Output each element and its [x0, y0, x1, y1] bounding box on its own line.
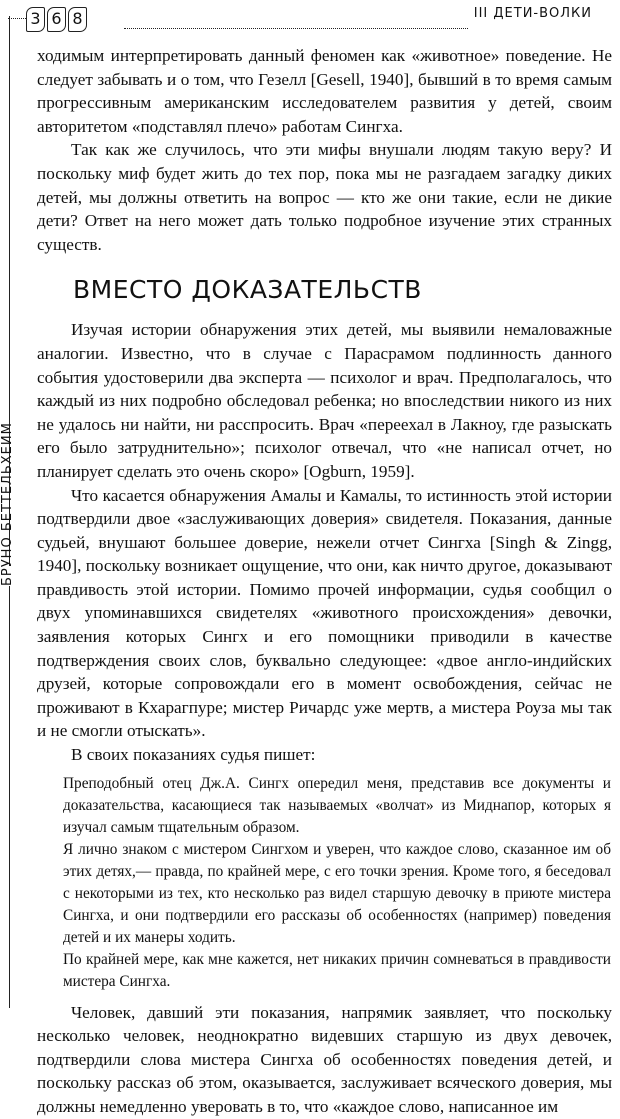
- quote-paragraph: По крайней мере, как мне кажется, нет никаких причин сомневаться в правдивости мистера Сингха.: [63, 950, 611, 990]
- quote-paragraph: Я лично знаком с мистером Сингхом и уверен, что каждое слово, сказанное им об этих детях,— правда, по крайней мере, с его точки зрения. Кроме того, я беседовал с некоторыми из тех, кто несколько раз видел старшую девочку в приюте мистера Сингха, и они подтвердили его рассказы об особенностях (например) поведения детей и их манеры ходить.: [63, 840, 611, 946]
- page-number: [26, 7, 87, 32]
- page-number-digit: 8: [68, 7, 87, 32]
- page-header: [0, 0, 620, 40]
- side-author-label: БРУНО БЕТТЕЛЬХЕЙМ: [0, 422, 15, 586]
- paragraph: Что касается обнаружения Амалы и Камалы, то истинность этой истории подтвердили двое «заслуживающих доверия» свидетеля. Показания, данные судьей, внушают большее доверие, нежели отчет Сингха [Singh & Zingg, 1940], поскольку возникает ощущение, что они, как ничто другое, доказывают правдивость этой истории. Помимо прочей информации, судья сообщил о двух упоминавшихся свидетелях «животного происхождения» девочки, заявления которых Сингх и его помощники приводили в качестве подтверждения своих слов, буквально следующее: «двое англо-индийских друзей, которые сопровождали его в момент освобождения, сейчас не проживают в Кхарагпуре; мистер Ричардс уже мертв, а мистера Роуза мы так и не смогли отыскать».: [37, 485, 613, 741]
- page-number-digit: 3: [26, 7, 45, 32]
- page-body: [37, 44, 612, 1119]
- block-quote: [63, 773, 611, 993]
- quote-paragraph: Преподобный отец Дж.А. Сингх опередил меня, представив все документы и доказательства, касающиеся так называемых «волчат» из Миднапор, которых я изучал самым тщательным образом.: [63, 774, 611, 836]
- paragraph: Человек, давший эти показания, напрямик заявляет, что поскольку несколько человек, неоднократно видевших старшую из двух девочек, подтвердили слова мистера Сингха об особенностях поведения детей, и поскольку рассказ об этом, оказывается, заслуживает всяческого доверия, мы должны немедленно уверовать в то, что «каждое слово, написанное им: [37, 1002, 612, 1116]
- paragraph: Так как же случилось, что эти мифы внушали людям такую веру? И поскольку миф будет жить до тех пор, пока мы не разгадаем загадку диких детей, мы должны ответить на вопрос — кто же они такие, если не дикие дети? Ответ на него может дать только подробное изучение этих странных существ.: [37, 140, 612, 254]
- paragraph: ходимым интерпретировать данный феномен как «животное» поведение. Не следует забывать и о том, что Гезелл [Gesell, 1940], бывший в то время самым прогрессивным американским исследователем развития у детей, своим авторитетом «подставлял плечо» работам Сингха.: [37, 46, 612, 136]
- paragraph: Изучая истории обнаружения этих детей, мы выявили немаловажные аналогии. Известно, что в случае с Парасрамом подлинность данного события удостоверили два эксперта — психолог и врач. Предполагалось, что каждый из них подробно обследовал ребенка; но впоследствии никого из них не удалось ни найти, ни расспросить. Врач «переехал в Лакноу, где разыскать его было затруднительно»; психолог отвечал, что «не написал отчет, но планирует сделать это очень скоро» [Ogburn, 1959].: [37, 320, 612, 481]
- paragraph: В своих показаниях судья пишет:: [71, 745, 316, 765]
- section-heading: ВМЕСТО ДОКАЗАТЕЛЬСТВ: [73, 275, 422, 305]
- header-ornament-left: [8, 18, 26, 19]
- header-dotted-rule: [124, 28, 468, 29]
- running-title: III ДЕТИ-ВОЛКИ: [473, 6, 592, 21]
- page-number-digit: 6: [47, 7, 66, 32]
